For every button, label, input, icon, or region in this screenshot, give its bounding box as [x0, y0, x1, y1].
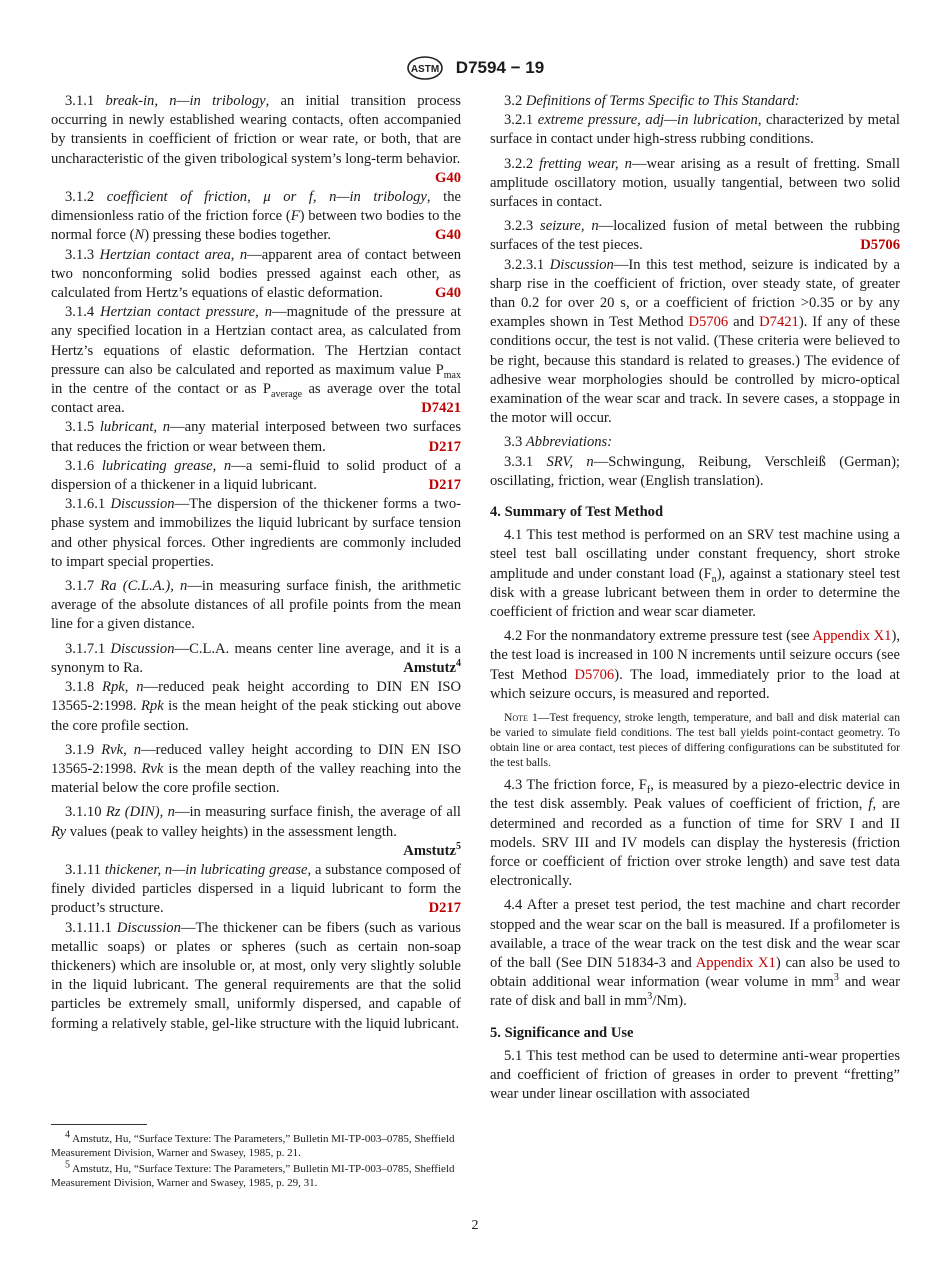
citation-link[interactable]: D217: [428, 900, 461, 917]
discussion-3-1-7-1: 3.1.7.1 Discussion—C.L.A. means center line average, and it is a synonym to Ra. Amstutz$^4$: [51, 640, 461, 678]
section-heading-4: 4. Summary of Test Method: [490, 504, 664, 521]
discussion-3-2-3-1: 3.2.3.1 Discussion—In this test method, seizure is indicated by a sharp rise in the coefficient of friction, over steady state, of greater than 0.2 for over 20 s, or a coefficient of friction >0.35 or by any examples shown in Test Method D5706 and D7421). If any of these conditions occur, the test is not valid. (These criteria were believed to be right, because this standard is related to greases.) The evidence of adhesive wear morphologies should be controlled by micro-optical examination of the wear scar and track. In severe cases, a stoppage in the motor will occur.: [490, 256, 901, 427]
page-header: [0, 56, 950, 80]
reference-link[interactable]: D5706: [574, 666, 615, 683]
footnotes: [51, 1129, 461, 1192]
definition-3-1-4: 3.1.4 Hertzian contact pressure, n—magnitude of the pressure at any specified location in a Hertzian contact area, as calculated from Hertz’s equations of elastic deformation. The Hertzian contact pressure can also be calculated and reported as maximum value $P_{max}$ in the centre of the contact or as $P_{average}$ as average over the total contact area. D7421: [51, 303, 461, 418]
reference-link[interactable]: Appendix X1: [812, 628, 892, 645]
definition-3-1-11: 3.1.11 thickener, n—in lubricating grease, a substance composed of finely divided particles dispersed in a liquid lubricant to form the product’s structure. D217: [51, 861, 461, 919]
definition-3-1-6: 3.1.6 lubricating grease, n—a semi-fluid to solid product of a dispersion of a thickener in a liquid lubricant. D217: [51, 457, 461, 495]
discussion-3-1-11-1: 3.1.11.1 Discussion—The thickener can be fibers (such as various metallic soaps) or plates or spheres (such as certain non-soap thickeners) which are insoluble or, at most, only very slightly soluble in the liquid lubricant. The general requirements are that the solid particles be extremely small, uniformly dispersed, and capable of forming a relatively stable, gel-like structure with the liquid lubricant.: [51, 919, 461, 1032]
svg-text:ASTM: ASTM: [410, 64, 439, 75]
definition-3-1-9: 3.1.9 Rvk, n—reduced valley height according to DIN EN ISO 13565-2:1998. Rvk is the mean depth of the valley reaching into the material below the core profile section.: [51, 741, 461, 797]
paragraph-4-2: 4.2 For the nonmandatory extreme pressure test (see Appendix X1), the test load is increased in 100 N increments until seizure occurs (see Test Method D5706). The load, immediately prior to the load at which seizure occurs, is measured and reported.: [490, 628, 900, 702]
definition-3-1-1: 3.1.1 break-in, n—in tribology, an initial transition process occurring in newly established wearing contacts, often accompanied by transients in coefficient of friction or wear rate, or both, that are uncharacteristic of the given tribological system’s long-term behavior. G40: [51, 92, 461, 169]
citation-link[interactable]: G40: [435, 285, 461, 302]
citation-link[interactable]: D5706: [860, 237, 900, 254]
section-heading-5: 5. Significance and Use: [490, 1024, 634, 1041]
astm-logo-icon: [406, 56, 444, 80]
citation-link[interactable]: G40: [435, 227, 461, 244]
paragraph-5-1: 5.1 This test method can be used to determine anti-wear properties and coefficient of friction of greases in order to prevent “fretting” wear under linear oscillation with associated: [490, 1047, 900, 1103]
paragraph-4-1: 4.1 This test method is performed on an SRV test machine using a steel test ball oscillating under constant frequency, short stroke amplitude and under constant load $(F_n)$, against a stationary steel test disk with a grease lubricant between them in order to determine the coefficient of friction and wear scar diameter.: [490, 527, 901, 621]
section-3-3-heading: 3.3 Abbreviations:: [504, 434, 613, 451]
definition-3-2-3: 3.2.3 seizure, n—localized fusion of metal between the rubbing surfaces of the test pieces. D5706: [490, 217, 900, 255]
discussion-3-1-6-1: 3.1.6.1 Discussion—The dispersion of the thickener forms a two-phase system and immobilizes the liquid lubricant by surface tension and other physical forces. Other ingredients are commonly included to impart special properties.: [51, 496, 462, 570]
citation-link[interactable]: G40: [435, 169, 461, 186]
reference-link[interactable]: D7421: [759, 314, 799, 331]
definition-3-1-8: 3.1.8 Rpk, n—reduced peak height according to DIN EN ISO 13565-2:1998. Rpk is the mean height of the peak sticking out above the core profile section.: [51, 679, 461, 734]
definition-3-1-3: 3.1.3 Hertzian contact area, n—apparent area of contact between two nonconforming solid bodies pressed against each other, as calculated from Hertz’s equations of elastic deformation. G40: [51, 246, 461, 304]
definition-3-1-10: 3.1.10 Rz (DIN), n—in measuring surface finish, the average of all Ry values (peak to valley heights) in the assessment length. Amstutz$^5$: [51, 803, 461, 841]
citation-link[interactable]: D217: [428, 438, 461, 455]
footnote-4: $^4$ Amstutz, Hu, “Surface Texture: The Parameters,” Bulletin MI-TP-003–0785, Sheffield Measurement Division, Warner and Swasey, 1985, p. 21.: [51, 1129, 455, 1159]
left-column: [51, 92, 461, 1039]
citation-link[interactable]: D217: [428, 477, 461, 494]
definition-3-2-1: 3.2.1 extreme pressure, adj—in lubrication, characterized by metal surface in contact under high-stress rubbing conditions.: [490, 112, 900, 148]
citation-ref: Amstutz$^5$: [403, 840, 461, 859]
footnote-5: $^5$ Amstutz, Hu, “Surface Texture: The Parameters,” Bulletin MI-TP-003–0785, Sheffield Measurement Division, Warner and Swasey, 1985, p. 29, 31.: [51, 1159, 455, 1189]
paragraph-4-3: 4.3 The friction force, $F_f$, is measured by a piezo-electric device in the test disk assembly. Peak values of coefficient of friction, f, are determined and recorded as a function of time for SRV I and II models. SRV III and IV models can display the hysteresis (friction force or coefficient of friction over stroke length) and save test data electronically.: [490, 777, 900, 890]
citation-link[interactable]: D7421: [421, 400, 461, 417]
reference-link[interactable]: D5706: [688, 314, 729, 331]
definition-3-1-5: 3.1.5 lubricant, n—any material interposed between two surfaces that reduces the friction or wear between them. D217: [51, 418, 461, 456]
citation-ref: Amstutz$^4$: [403, 658, 461, 676]
footnote-divider: [51, 1124, 147, 1125]
definition-3-3-1: 3.3.1 SRV, n—Schwingung, Reibung, Verschleiß (German); oscillating, friction, wear (English translation).: [490, 453, 900, 489]
note-1: Note 1—Test frequency, stroke length, temperature, and ball and disk material can be varied to simulate field conditions. The test ball yields point-contact geometry. To obtain line or area contact, test pieces of differing configurations can be substituted for the test balls.: [490, 711, 900, 770]
right-column: [490, 92, 900, 1109]
standard-designation: D7594 − 19: [455, 58, 545, 77]
section-3-2-heading: 3.2 Definitions of Terms Specific to This Standard:: [504, 93, 800, 109]
definition-3-1-2: 3.1.2 coefficient of friction, μ or f, n—in tribology, the dimensionless ratio of the friction force (F) between two bodies to the normal force (N) pressing these bodies together. G40: [51, 188, 461, 246]
reference-link[interactable]: Appendix X1: [695, 954, 776, 971]
definition-3-1-7: 3.1.7 Ra (C.L.A.), n—in measuring surface finish, the arithmetic average of the absolute distances of all profile points from the mean line for a given distance.: [51, 578, 461, 633]
definition-3-2-2: 3.2.2 fretting wear, n—wear arising as a result of fretting. Small amplitude oscillatory motion, usually tangential, between two solid surfaces in contact.: [490, 155, 900, 211]
paragraph-4-4: 4.4 After a preset test period, the test machine and chart recorder stopped and the wear scar on the ball is measured. If a profilometer is available, a trace of the wear track on the test disk and the wear scar of the ball (See DIN 51834-3 and Appendix X1) can also be used to obtain additional wear information (wear volume in $mm^3$ and wear rate of disk and ball in $mm^3/Nm$).: [490, 897, 900, 1010]
page-number: 2: [471, 1218, 479, 1233]
